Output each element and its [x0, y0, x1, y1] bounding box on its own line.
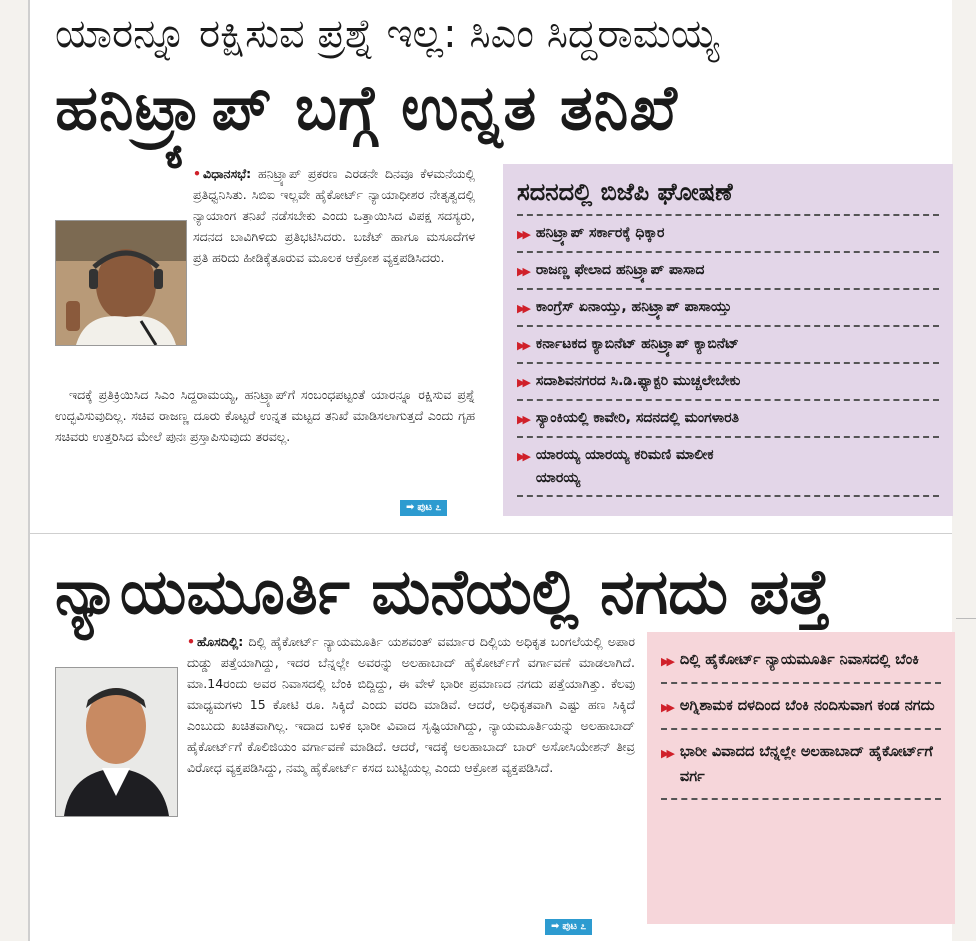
story-divider — [30, 533, 952, 534]
story1-para1-text: ಹನಿಟ್ರ್ಯಾಪ್ ಪ್ರಕರಣ ಎರಡನೇ ದಿನವೂ ಕೆಳಮನೆಯಲ್ಲಿ ಪ್ರತಿಧ್ವನಿಸಿತು. ಸಿಬಿಐ ಇಲ್ಲವೇ ಹೈಕೋರ್ಟ್ ನ್ಯಾಯಾಧೀಶರ ನೇತೃತ್ವದಲ್ಲಿ ನ್ಯಾಯಾಂಗ ತನಿಖೆ ನಡೆಸಬೇಕು ಎಂದು ಒತ್ತಾಯಿಸಿದ ವಿಪಕ್ಷ ಸದಸ್ಯರು, ಸದನದ ಬಾವಿಗಿಳಿದು ಪ್ರತಿಭಟಿಸಿದರು. ಬಜೆಟ್ ಹಾಗೂ ಮಸೂದೆಗಳ ಪ್ರತಿ ಹರಿದು ಹೀಡಿಕ್ಕೆತೂರುವ ಮೂಲಕ ಆಕ್ರೋಶ ವ್ಯಕ್ತಪಡಿಸಿದರು. — [193, 166, 475, 265]
story2-para1-text: ದಿಲ್ಲಿ ಹೈಕೋರ್ಟ್ ನ್ಯಾಯಮೂರ್ತಿ ಯಶವಂತ್ ವರ್ಮಾರ ದಿಲ್ಲಿಯ ಅಧಿಕೃತ ಬಂಗಲೆಯಲ್ಲಿ ಅಪಾರ ದುಡ್ಡು ಪತ್ತೆಯಾಗಿದ್ದು, ಇದರ ಬೆನ್ನಲ್ಲೇ ಅವರನ್ನು ಅಲಹಾಬಾದ್ ಹೈಕೋರ್ಟ್‌ಗೆ ವರ್ಗಾವಣೆ ಮಾಡಲಾಗಿದೆ. ಮಾ.14ರಂದು ಅವರ ನಿವಾಸದಲ್ಲಿ ಬೆಂಕಿ ಬಿದ್ದಿದ್ದು, ಈ ವೇಳೆ ಭಾರೀ ಪ್ರಮಾಣದ ನಗದು ಪತ್ತೆಯಾಗಿತ್ತು. ಕೆಲವು ಮಾಧ್ಯಮಗಳು 15 ಕೋಟಿ ರೂ. ಸಿಕ್ಕಿದೆ ಎಂದು ವರದಿ ಮಾಡಿವೆ. ಆದರೆ, ಅಧಿಕೃತವಾಗಿ ಎಷ್ಟು ಹಣ ಸಿಕ್ಕಿದೆ ಎಂಬುದು ಖಚಿತವಾಗಿಲ್ಲ. ಇದಾದ ಬಳಿಕ ಭಾರೀ ವಿವಾದ ಸೃಷ್ಟಿಯಾಗಿದ್ದು, ನ್ಯಾಯಮೂರ್ತಿಯನ್ನು ಅಲಹಾಬಾದ್ ಹೈಕೋರ್ಟ್‌ಗೆ ಕೊಲಿಜಿಯಂ ವರ್ಗಾವಣೆ ಮಾಡಿದೆ. ಆದರೆ, ಇದಕ್ಕೆ ಅಲಹಾಬಾದ್ ಬಾರ್ ಅಸೋಸಿಯೇಶನ್ ತೀವ್ರ ವಿರೋಧ ವ್ಯಕ್ತಪಡಿಸಿದ್ದು, ನಮ್ಮ ಹೈಕೋರ್ಟ್ ಕಸದ ಬುಟ್ಟಿಯಲ್ಲ ಎಂದು ಆಕ್ರೋಶ ವ್ಯಕ್ತಪಡಿಸಿದೆ. — [187, 634, 635, 775]
double-arrow-icon: ▶▶ — [661, 701, 672, 714]
story1-continued-tag[interactable]: ➡ ಪುಟ ೭ — [400, 500, 447, 516]
double-arrow-icon: ▶▶ — [517, 339, 528, 352]
column-rule — [28, 0, 30, 941]
highlight-item: ▶▶ ದಿಲ್ಲಿ ಹೈಕೋರ್ಟ್ ನ್ಯಾಯಮೂರ್ತಿ ನಿವಾಸದಲ್ಲಿ ಬೆಂಕಿ — [661, 638, 941, 684]
judge-highlights-list — [661, 638, 941, 800]
story1-dateline: ವಿಧಾನಸಭೆ: — [203, 166, 252, 181]
bjp-slogans-box — [503, 164, 953, 516]
story1-body-wrap — [55, 163, 475, 383]
bullet-dot: • — [193, 166, 201, 181]
slogan-item: ▶▶ ರಾಜಣ್ಣ ಫೇಲಾದ ಹನಿಟ್ರ್ಯಾಪ್ ಪಾಸಾದ — [517, 253, 939, 290]
slogan-item: ▶▶ ಕರ್ನಾಟಕದ ಕ್ಯಾಬಿನೆಟ್ ಹನಿಟ್ರ್ಯಾಪ್ ಕ್ಯಾಬಿನೆಟ್ — [517, 327, 939, 364]
bjp-slogans-title: ಸದನದಲ್ಲಿ ಬಿಜೆಪಿ ಘೋಷಣೆ — [517, 178, 733, 206]
judge-highlights-box — [647, 632, 955, 924]
double-arrow-icon: ▶▶ — [517, 228, 528, 241]
story2-body-wrap — [55, 631, 635, 921]
photo-wrap-spacer — [55, 631, 187, 821]
arrow-right-icon: ➡ — [406, 502, 415, 513]
story1-headline: ಹನಿಟ್ರ್ಯಾಪ್ ಬಗ್ಗೆ ಉನ್ನತ ತನಿಖೆ — [55, 71, 678, 144]
highlight-item: ▶▶ ಅಗ್ನಿಶಾಮಕ ದಳದಿಂದ ಬೆಂಕಿ ನಂದಿಸುವಾಗ ಕಂಡ ನಗದು — [661, 684, 941, 730]
slogan-item: ▶▶ ಸದಾಶಿವನಗರದ ಸಿ.ಡಿ.ಫ್ಯಾಕ್ಟರಿ ಮುಚ್ಚಲೇಬೇಕು — [517, 364, 939, 401]
story1-para2-wrap — [55, 384, 475, 514]
story2-continued-tag[interactable]: ➡ ಪುಟ ೭ — [545, 919, 592, 935]
story1-kicker: ಯಾರನ್ನೂ ರಕ್ಷಿಸುವ ಪ್ರಶ್ನೆ ಇಲ್ಲ: ಸಿಎಂ ಸಿದ್ದರಾಮಯ್ಯ — [55, 11, 720, 57]
double-arrow-icon: ▶▶ — [517, 450, 528, 463]
slogan-item: ▶▶ ಹನಿಟ್ರ್ಯಾಪ್ ಸರ್ಕಾರಕ್ಕೆ ಧಿಕ್ಕಾರ — [517, 216, 939, 253]
double-arrow-icon: ▶▶ — [661, 747, 672, 760]
highlight-item: ▶▶ ಭಾರೀ ವಿವಾದದ ಬೆನ್ನಲ್ಲೇ ಅಲಹಾಬಾದ್ ಹೈಕೋರ್ಟ್‌ಗೆ ವರ್ಗ — [661, 730, 941, 800]
double-arrow-icon: ▶▶ — [661, 655, 672, 668]
slogan-item: ▶▶ ಸ್ಯಾಂಕಿಯಲ್ಲಿ ಕಾವೇರಿ, ಸದನದಲ್ಲಿ ಮಂಗಳಾರತಿ — [517, 401, 939, 438]
double-arrow-icon: ▶▶ — [517, 302, 528, 315]
double-arrow-icon: ▶▶ — [517, 265, 528, 278]
story1-para1 — [55, 163, 475, 268]
slogan-item: ▶▶ ಯಾರಯ್ಯ ಯಾರಯ್ಯ ಕರಿಮಣಿ ಮಾಲೀಕ ಯಾರಯ್ಯ — [517, 438, 939, 497]
bjp-slogans-list — [517, 214, 939, 497]
story2-headline: ನ್ಯಾಯಮೂರ್ತಿ ಮನೆಯಲ್ಲಿ ನಗದು ಪತ್ತೆ — [55, 555, 830, 628]
slogan-item: ▶▶ ಕಾಂಗ್ರೆಸ್ ಏನಾಯ್ತು, ಹನಿಟ್ರ್ಯಾಪ್ ಪಾಸಾಯ್ತು — [517, 290, 939, 327]
story1-para2: ಇದಕ್ಕೆ ಪ್ರತಿಕ್ರಿಯಿಸಿದ ಸಿಎಂ ಸಿದ್ದರಾಮಯ್ಯ, ಹನಿಟ್ರ್ಯಾಪ್‌ಗೆ ಸಂಬಂಧಪಟ್ಟಂತೆ ಯಾರನ್ನೂ ರಕ್ಷಿಸುವ ಪ್ರಶ್ನೆ ಉದ್ಭವಿಸುವುದಿಲ್ಲ. ಸಚಿವ ರಾಜಣ್ಣ ದೂರು ಕೊಟ್ಟರೆ ಉನ್ನತ ಮಟ್ಟದ ತನಿಖೆ ಮಾಡಿಸಲಾಗುತ್ತದೆ ಎಂದು ಗೃಹ ಸಚಿವರು ಉತ್ತರಿಸಿದ ಮೇಲೆ ಪುನಃ ಪ್ರಸ್ತಾಪಿಸುವುದು ತರವಲ್ಲ. — [55, 387, 475, 444]
double-arrow-icon: ▶▶ — [517, 413, 528, 426]
arrow-right-icon: ➡ — [551, 921, 560, 932]
bullet-dot: • — [187, 634, 195, 649]
story2-dateline: ಹೊಸದಿಲ್ಲಿ: — [197, 634, 244, 649]
edge-mark — [956, 618, 976, 619]
double-arrow-icon: ▶▶ — [517, 376, 528, 389]
